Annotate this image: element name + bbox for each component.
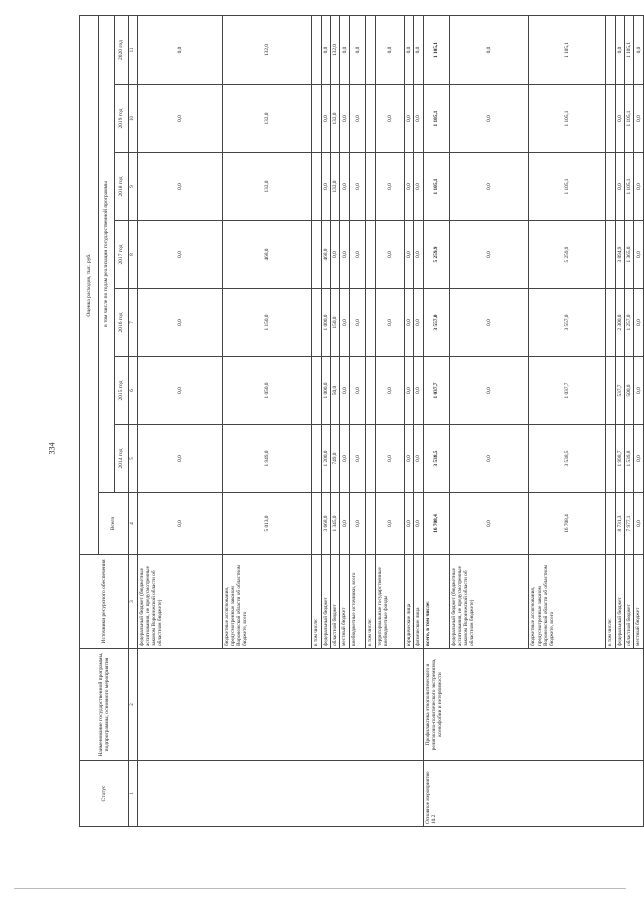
year-value-cell: 1 105,1 xyxy=(529,153,606,221)
year-value-cell xyxy=(606,425,615,493)
year-value-cell: 0,0 xyxy=(449,357,529,425)
year-value-cell: 0,0 xyxy=(404,16,413,85)
header-row-1 xyxy=(80,16,99,827)
source-cell: всего, в том числе: xyxy=(423,555,449,649)
year-value-cell: 0,0 xyxy=(349,16,366,85)
year-value-cell: 0,0 xyxy=(634,289,644,357)
total-cell: 16 708,4 xyxy=(529,493,606,555)
year-value-cell: 132,0 xyxy=(223,85,312,153)
source-cell: внебюджетные источники, всего xyxy=(349,555,366,649)
year-value-cell: 0,0 xyxy=(138,85,223,153)
year-value-cell: 0,0 xyxy=(634,16,644,85)
total-cell xyxy=(312,493,321,555)
year-value-cell: 0,0 xyxy=(138,357,223,425)
rotated-sheet xyxy=(79,16,644,827)
year-value-cell: 0,0 xyxy=(404,221,413,289)
year-value-cell: 1 037,7 xyxy=(423,357,449,425)
source-cell: областной бюджет xyxy=(331,555,340,649)
year-value-cell: 0,0 xyxy=(375,425,404,493)
year-value-cell: 0,0 xyxy=(634,153,644,221)
year-value-cell: 0,0 xyxy=(138,221,223,289)
total-cell: 0,0 xyxy=(414,493,423,555)
total-cell: 0,0 xyxy=(349,493,366,555)
year-value-cell: 1 998,7 xyxy=(615,425,624,493)
year-value-cell: 1 037,7 xyxy=(529,357,606,425)
year-value-cell: 0,0 xyxy=(375,85,404,153)
year-value-cell: 749,0 xyxy=(331,425,340,493)
header-total: Всего xyxy=(98,493,128,555)
source-cell: бюджетные ассигнования, предусмотренные законом Воронежской области об областном бюджете, всего xyxy=(223,555,312,649)
header-year: 2020 год xyxy=(115,16,128,85)
year-value-cell xyxy=(312,357,321,425)
year-value-cell: 0,0 xyxy=(375,357,404,425)
year-value-cell xyxy=(366,425,375,493)
year-value-cell xyxy=(312,16,321,85)
year-value-cell: 3 557,0 xyxy=(423,289,449,357)
header-by-years: в том числе по годам реализации государственной программы xyxy=(98,16,115,493)
year-value-cell: 0,0 xyxy=(634,85,644,153)
table-row xyxy=(138,16,223,827)
year-value-cell xyxy=(606,16,615,85)
year-value-cell: 0,0 xyxy=(615,153,624,221)
header-estimate: Оценка расходов, тыс. руб. xyxy=(80,16,99,555)
year-value-cell xyxy=(312,85,321,153)
total-cell: 8 731,3 xyxy=(615,493,624,555)
year-value-cell xyxy=(312,153,321,221)
year-value-cell: 0,0 xyxy=(138,425,223,493)
year-value-cell xyxy=(312,289,321,357)
total-cell: 0,0 xyxy=(375,493,404,555)
year-value-cell: 0,0 xyxy=(349,357,366,425)
source-cell: федеральный бюджет (бюджетные ассигнования, не предусмотренные законом Воронежской области об областном бюджете) xyxy=(138,555,223,649)
column-number: 9 xyxy=(128,153,137,221)
year-value-cell: 1 539,8 xyxy=(625,425,634,493)
year-value-cell xyxy=(366,16,375,85)
program-name-cell: Профилактика этнополитического и религиозно-политического экстремизма, ксенофобии и нетерпимости xyxy=(423,649,643,761)
total-cell: 0,0 xyxy=(449,493,529,555)
year-value-cell: 1 000,0 xyxy=(321,289,330,357)
year-value-cell: 1 050,0 xyxy=(223,357,312,425)
year-value-cell: 0,0 xyxy=(331,221,340,289)
year-value-cell xyxy=(606,221,615,289)
column-number: 1 xyxy=(128,761,137,827)
year-value-cell: 1 200,0 xyxy=(321,425,330,493)
source-cell: федеральный бюджет (бюджетные ассигнования, не предусмотренные законом Воронежской области об областном бюджете) xyxy=(449,555,529,649)
year-value-cell: 0,0 xyxy=(375,153,404,221)
year-value-cell: 0,0 xyxy=(375,289,404,357)
year-value-cell: 0,0 xyxy=(634,221,644,289)
column-number-row xyxy=(128,16,137,827)
total-cell: 16 708,4 xyxy=(423,493,449,555)
source-cell: в том числе: xyxy=(312,555,321,649)
header-year: 2014 год xyxy=(115,425,128,493)
year-value-cell: 0,0 xyxy=(340,153,349,221)
year-value-cell: 0,0 xyxy=(138,16,223,85)
year-value-cell: 0,0 xyxy=(634,357,644,425)
year-value-cell: 3 894,9 xyxy=(615,221,624,289)
year-value-cell: 0,0 xyxy=(340,425,349,493)
year-value-cell: 0,0 xyxy=(414,85,423,153)
program-name-cell xyxy=(138,649,424,761)
column-number: 3 xyxy=(128,555,137,649)
total-cell: 7 977,1 xyxy=(625,493,634,555)
status-cell xyxy=(138,761,424,827)
year-value-cell: 132,0 xyxy=(223,16,312,85)
year-value-cell: 0,0 xyxy=(321,16,330,85)
year-value-cell: 0,0 xyxy=(404,357,413,425)
total-cell xyxy=(606,493,615,555)
column-number: 8 xyxy=(128,221,137,289)
year-value-cell: 1 949,0 xyxy=(223,425,312,493)
year-value-cell: 0,0 xyxy=(349,425,366,493)
year-value-cell: 0,0 xyxy=(414,153,423,221)
year-value-cell: 0,0 xyxy=(138,153,223,221)
year-value-cell xyxy=(366,221,375,289)
year-value-cell: 0,0 xyxy=(138,289,223,357)
budget-table xyxy=(79,15,644,827)
header-name: Наименование государственной программы, подпрограммы, основного мероприятия xyxy=(80,649,129,761)
year-value-cell: 1 000,0 xyxy=(321,357,330,425)
year-value-cell: 5 259,9 xyxy=(529,221,606,289)
year-value-cell: 1 105,1 xyxy=(423,16,449,85)
total-cell: 3 668,0 xyxy=(321,493,330,555)
year-value-cell: 3 557,0 xyxy=(529,289,606,357)
year-value-cell: 0,0 xyxy=(615,85,624,153)
year-value-cell xyxy=(312,425,321,493)
year-value-cell: 3 538,5 xyxy=(423,425,449,493)
year-value-cell: 0,0 xyxy=(449,16,529,85)
year-value-cell: 1 105,1 xyxy=(423,85,449,153)
rotated-table-wrapper xyxy=(79,16,644,827)
header-status: Статус xyxy=(80,761,129,827)
year-value-cell: 0,0 xyxy=(321,153,330,221)
header-year: 2019 год xyxy=(115,85,128,153)
year-value-cell: 0,0 xyxy=(615,16,624,85)
total-cell: 0,0 xyxy=(138,493,223,555)
year-value-cell: 0,0 xyxy=(414,425,423,493)
year-value-cell: 0,0 xyxy=(449,221,529,289)
year-value-cell: 0,0 xyxy=(340,289,349,357)
year-value-cell: 132,0 xyxy=(331,16,340,85)
year-value-cell: 0,0 xyxy=(375,221,404,289)
source-cell: в том числе: xyxy=(366,555,375,649)
total-cell: 0,0 xyxy=(404,493,413,555)
year-value-cell: 5 259,9 xyxy=(423,221,449,289)
source-cell: территориальные государственные внебюджетные фонды xyxy=(375,555,404,649)
year-value-cell: 0,0 xyxy=(404,425,413,493)
header-year: 2015 год xyxy=(115,357,128,425)
year-value-cell: 0,0 xyxy=(349,153,366,221)
total-cell: 1 345,0 xyxy=(331,493,340,555)
year-value-cell: 1 105,1 xyxy=(529,85,606,153)
source-cell: бюджетные ассигнования, предусмотренные законом Воронежской области об областном бюджете, всего xyxy=(529,555,606,649)
source-cell: физические лица xyxy=(414,555,423,649)
year-value-cell: 0,0 xyxy=(349,221,366,289)
column-number: 2 xyxy=(128,649,137,761)
page-bottom-rule xyxy=(14,888,626,889)
total-cell: 0,0 xyxy=(340,493,349,555)
header-year: 2016 год xyxy=(115,289,128,357)
total-cell: 5 013,0 xyxy=(223,493,312,555)
source-cell: юридические лица xyxy=(404,555,413,649)
year-value-cell: 2 300,0 xyxy=(615,289,624,357)
year-value-cell: 1 257,0 xyxy=(625,289,634,357)
year-value-cell: 0,0 xyxy=(349,85,366,153)
year-value-cell xyxy=(606,357,615,425)
column-number: 10 xyxy=(128,85,137,153)
year-value-cell: 0,0 xyxy=(321,85,330,153)
year-value-cell: 500,0 xyxy=(625,357,634,425)
year-value-cell xyxy=(366,85,375,153)
year-value-cell: 0,0 xyxy=(404,153,413,221)
year-value-cell: 0,0 xyxy=(404,289,413,357)
year-value-cell: 132,0 xyxy=(331,85,340,153)
source-cell: областной бюджет xyxy=(625,555,634,649)
header-year: 2017 год xyxy=(115,221,128,289)
year-value-cell: 1 150,0 xyxy=(223,289,312,357)
status-cell: Основное мероприятие 10.2 xyxy=(423,761,643,827)
year-value-cell: 468,0 xyxy=(223,221,312,289)
total-cell xyxy=(366,493,375,555)
year-value-cell: 1 105,1 xyxy=(625,85,634,153)
year-value-cell: 0,0 xyxy=(340,85,349,153)
year-value-cell: 0,0 xyxy=(414,289,423,357)
year-value-cell: 0,0 xyxy=(449,289,529,357)
year-value-cell: 1 105,1 xyxy=(529,16,606,85)
column-number: 11 xyxy=(128,16,137,85)
column-number: 6 xyxy=(128,357,137,425)
year-value-cell: 0,0 xyxy=(340,16,349,85)
year-value-cell: 1 105,1 xyxy=(625,16,634,85)
source-cell: федеральный бюджет xyxy=(615,555,624,649)
source-cell: местный бюджет xyxy=(634,555,644,649)
year-value-cell: 0,0 xyxy=(375,16,404,85)
column-number: 5 xyxy=(128,425,137,493)
year-value-cell: 132,0 xyxy=(223,153,312,221)
year-value-cell: 150,0 xyxy=(331,289,340,357)
year-value-cell: 1 105,1 xyxy=(625,153,634,221)
year-value-cell: 0,0 xyxy=(449,425,529,493)
year-value-cell: 50,0 xyxy=(331,357,340,425)
year-value-cell: 0,0 xyxy=(414,16,423,85)
year-value-cell xyxy=(366,289,375,357)
year-value-cell: 0,0 xyxy=(414,221,423,289)
year-value-cell: 468,0 xyxy=(321,221,330,289)
year-value-cell xyxy=(606,289,615,357)
year-value-cell: 537,7 xyxy=(615,357,624,425)
year-value-cell: 0,0 xyxy=(449,153,529,221)
year-value-cell xyxy=(366,153,375,221)
year-value-cell xyxy=(312,221,321,289)
year-value-cell: 0,0 xyxy=(634,425,644,493)
year-value-cell: 132,0 xyxy=(331,153,340,221)
header-source: Источники ресурсного обеспечения xyxy=(80,555,129,649)
year-value-cell: 0,0 xyxy=(404,85,413,153)
year-value-cell: 0,0 xyxy=(414,357,423,425)
year-value-cell: 3 538,5 xyxy=(529,425,606,493)
total-cell: 0,0 xyxy=(634,493,644,555)
source-cell: в том числе: xyxy=(606,555,615,649)
column-number: 7 xyxy=(128,289,137,357)
column-number: 4 xyxy=(128,493,137,555)
table-row xyxy=(423,16,449,827)
year-value-cell: 1 105,1 xyxy=(423,153,449,221)
header-year: 2018 год xyxy=(115,153,128,221)
page-number: 334 xyxy=(47,442,57,455)
source-cell: федеральный бюджет xyxy=(321,555,330,649)
year-value-cell xyxy=(366,357,375,425)
source-cell: местный бюджет xyxy=(340,555,349,649)
year-value-cell: 0,0 xyxy=(340,221,349,289)
year-value-cell xyxy=(606,153,615,221)
year-value-cell: 0,0 xyxy=(340,357,349,425)
year-value-cell: 0,0 xyxy=(449,85,529,153)
year-value-cell: 0,0 xyxy=(349,289,366,357)
year-value-cell: 1 365,0 xyxy=(625,221,634,289)
year-value-cell xyxy=(606,85,615,153)
